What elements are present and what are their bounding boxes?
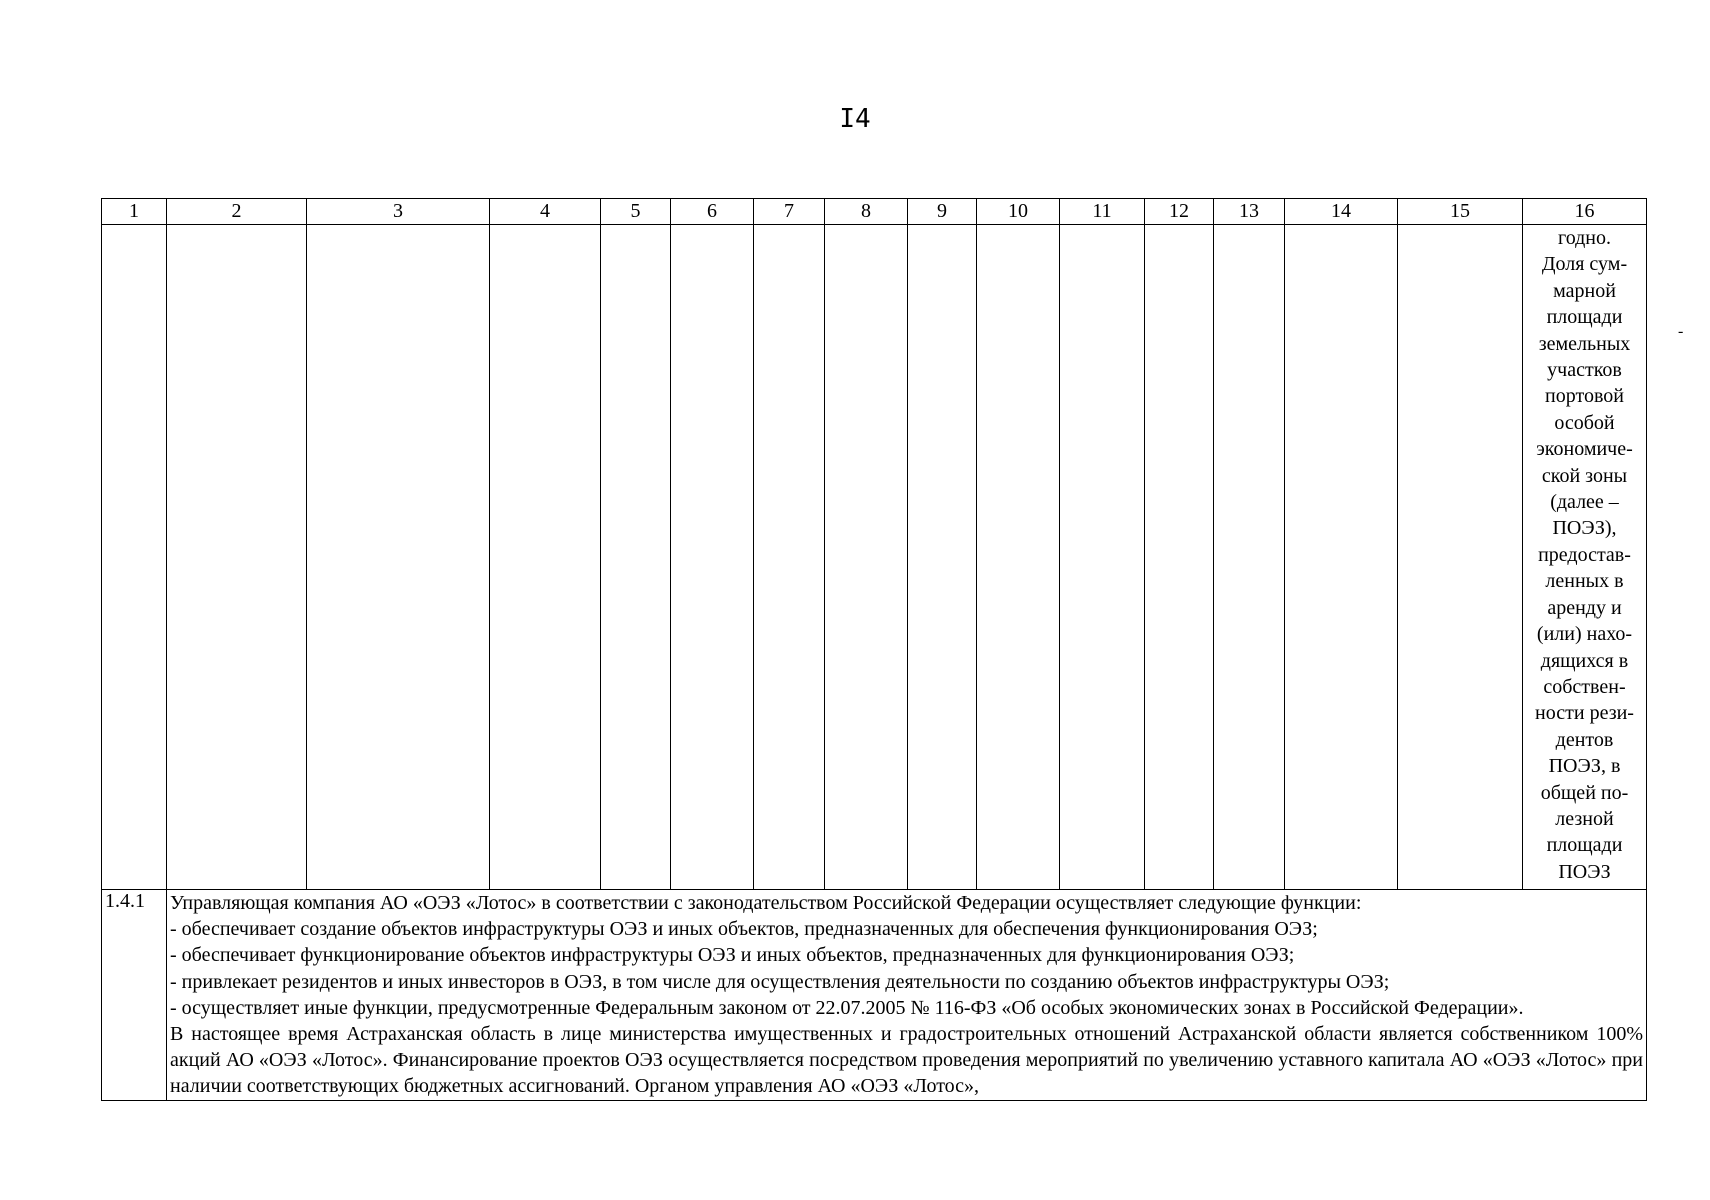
header-cell-11: 11 xyxy=(1060,199,1145,225)
header-cell-4: 4 xyxy=(490,199,601,225)
document-table xyxy=(101,198,1647,1101)
empty-cell xyxy=(102,225,167,890)
empty-cell xyxy=(908,225,977,890)
header-cell-10: 10 xyxy=(977,199,1060,225)
description-line: - обеспечивает функционирование объектов инфраструктуры ОЭЗ и иных объектов, предназначенных для функционирования ОЭЗ; xyxy=(170,944,1295,967)
empty-cell xyxy=(167,225,307,890)
empty-cell xyxy=(1145,225,1214,890)
empty-cell xyxy=(977,225,1060,890)
description-line: - привлекает резидентов и иных инвесторов в ОЭЗ, в том числе для осуществления деятельности по созданию объектов инфраструктуры ОЭЗ; xyxy=(170,970,1390,993)
empty-cell xyxy=(1214,225,1285,890)
empty-cell xyxy=(1285,225,1398,890)
description-line: - осуществляет иные функции, предусмотренные Федеральным законом от 22.07.2005 № 116-ФЗ «Об особых экономических зонах в Российской Федерации». xyxy=(170,996,1524,1019)
margin-mark: - xyxy=(1678,323,1684,340)
header-cell-15: 15 xyxy=(1398,199,1523,225)
header-cell-8: 8 xyxy=(825,199,908,225)
header-cell-3: 3 xyxy=(307,199,490,225)
description-cell xyxy=(167,890,1647,1101)
row-1-4-1 xyxy=(102,890,1647,1101)
empty-cell xyxy=(307,225,490,890)
header-cell-13: 13 xyxy=(1214,199,1285,225)
description-line: - обеспечивает создание объектов инфраструктуры ОЭЗ и иных объектов, предназначенных для обеспечения функционирования ОЭЗ; xyxy=(170,918,1318,941)
header-cell-14: 14 xyxy=(1285,199,1398,225)
description-line: Управляющая компания АО «ОЭЗ «Лотос» в соответствии с законодательством Российской Федерации осуществляет следующие функции: xyxy=(170,892,1362,914)
empty-cell xyxy=(490,225,601,890)
row-number: 1.4.1 xyxy=(102,890,167,1101)
empty-cell xyxy=(1398,225,1523,890)
continuation-row xyxy=(102,225,1647,890)
header-cell-9: 9 xyxy=(908,199,977,225)
header-cell-6: 6 xyxy=(671,199,754,225)
header-cell-1: 1 xyxy=(102,199,167,225)
header-row xyxy=(102,199,1647,225)
page-number: I4 xyxy=(839,104,871,134)
indicator-text-cell: годно. Доля сум- марной площади земельных участков портовой особой экономиче- ской зоны (далее – ПОЭЗ), предостав- ленных в аренду и (или) нахо- дящихся в собствен- ности рези- дентов ПОЭЗ, в общей по- лезной площади ПОЭЗ xyxy=(1523,225,1647,890)
empty-cell xyxy=(1060,225,1145,890)
empty-cell xyxy=(671,225,754,890)
header-cell-5: 5 xyxy=(601,199,671,225)
empty-cell xyxy=(601,225,671,890)
header-cell-7: 7 xyxy=(754,199,825,225)
header-cell-2: 2 xyxy=(167,199,307,225)
header-cell-12: 12 xyxy=(1145,199,1214,225)
empty-cell xyxy=(754,225,825,890)
empty-cell xyxy=(825,225,908,890)
description-line: В настоящее время Астраханская область в лице министерства имущественных и градостроительных отношений Астраханской области является собственником 100% акций АО «ОЭЗ «Лотос». Финансирование проектов ОЭЗ осуществляется посредством проведения мероприятий по увеличению уставного капитала АО «ОЭЗ «Лотос» при наличии соответствующих бюджетных ассигнований. Органом управления АО «ОЭЗ «Лотос», xyxy=(170,1023,1643,1098)
header-cell-16: 16 xyxy=(1523,199,1647,225)
